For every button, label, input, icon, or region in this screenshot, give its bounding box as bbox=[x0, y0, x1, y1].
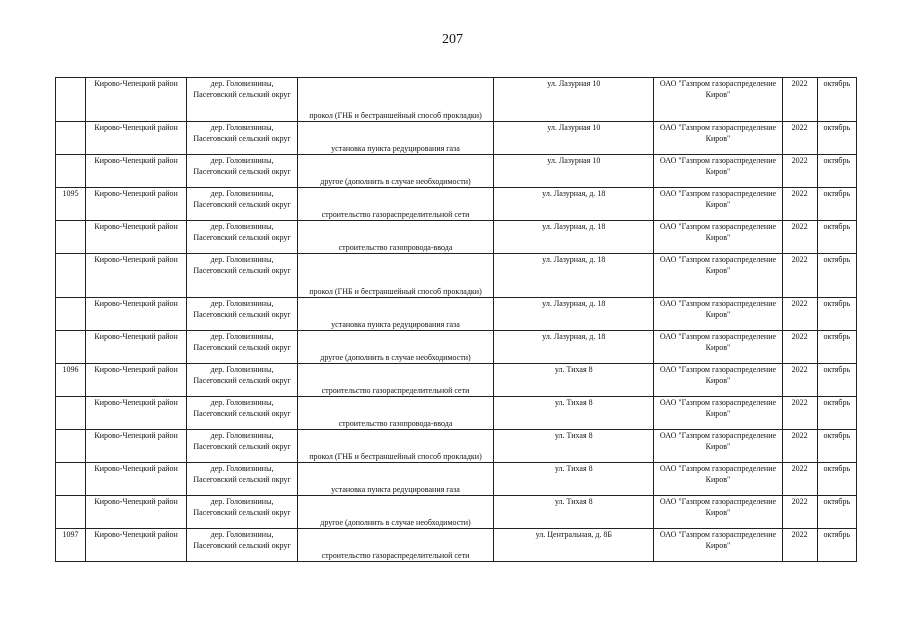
table-row bbox=[56, 122, 857, 155]
row-number-cell bbox=[56, 298, 86, 331]
month-cell bbox=[817, 298, 856, 331]
locality-cell bbox=[187, 529, 298, 562]
district-cell bbox=[85, 155, 186, 188]
address: ул. Тихая 8 bbox=[554, 497, 593, 506]
organization-line-2: Киров" bbox=[705, 409, 731, 418]
address-cell bbox=[494, 122, 654, 155]
table-row bbox=[56, 188, 857, 221]
organization-line-1: ОАО "Газпром газораспределение bbox=[659, 189, 777, 198]
month: октябрь bbox=[823, 530, 851, 539]
address: ул. Тихая 8 bbox=[554, 398, 593, 407]
month-cell bbox=[817, 397, 856, 430]
locality-okrug: Пасеговский сельский округ bbox=[193, 310, 291, 319]
locality-okrug: Пасеговский сельский округ bbox=[193, 475, 291, 484]
work-type-cell bbox=[297, 397, 493, 430]
address: ул. Центральная, д. 8Б bbox=[535, 530, 612, 539]
work-type: строительство газораспределительной сети bbox=[321, 386, 470, 395]
row-number-cell bbox=[56, 221, 86, 254]
work-type-cell bbox=[297, 254, 493, 298]
work-type: установка пункта редуцирования газа bbox=[331, 485, 460, 494]
address: ул. Лазурная, д. 18 bbox=[542, 255, 606, 264]
work-type: другое (дополнить в случае необходимости) bbox=[320, 353, 471, 362]
work-type-cell bbox=[297, 221, 493, 254]
organization-line-2: Киров" bbox=[705, 541, 731, 550]
year-cell bbox=[782, 221, 817, 254]
row-number: 1095 bbox=[62, 189, 79, 198]
organization-cell bbox=[654, 221, 782, 254]
locality-village: дер. Головизнины, bbox=[210, 464, 274, 473]
organization-line-1: ОАО "Газпром газораспределение bbox=[659, 530, 777, 539]
district-cell bbox=[85, 254, 186, 298]
locality-cell bbox=[187, 188, 298, 221]
district: Кирово-Чепецкий район bbox=[94, 398, 178, 407]
month-cell bbox=[817, 331, 856, 364]
month: октябрь bbox=[823, 189, 851, 198]
month-cell bbox=[817, 221, 856, 254]
year-cell bbox=[782, 529, 817, 562]
month: октябрь bbox=[823, 123, 851, 132]
organization-cell bbox=[654, 331, 782, 364]
organization-cell bbox=[654, 430, 782, 463]
work-type-cell bbox=[297, 331, 493, 364]
district-cell bbox=[85, 122, 186, 155]
address-cell bbox=[494, 529, 654, 562]
month-cell bbox=[817, 188, 856, 221]
year: 2022 bbox=[791, 497, 808, 506]
year-cell bbox=[782, 155, 817, 188]
district: Кирово-Чепецкий район bbox=[94, 299, 178, 308]
organization-cell bbox=[654, 529, 782, 562]
work-type-cell bbox=[297, 122, 493, 155]
year: 2022 bbox=[791, 79, 808, 88]
month-cell bbox=[817, 78, 856, 122]
row-number-cell bbox=[56, 496, 86, 529]
month: октябрь bbox=[823, 156, 851, 165]
locality-cell bbox=[187, 331, 298, 364]
organization-cell bbox=[654, 78, 782, 122]
locality-okrug: Пасеговский сельский округ bbox=[193, 200, 291, 209]
locality-cell bbox=[187, 463, 298, 496]
row-number-cell bbox=[56, 430, 86, 463]
locality-cell bbox=[187, 364, 298, 397]
month: октябрь bbox=[823, 299, 851, 308]
organization-line-1: ОАО "Газпром газораспределение bbox=[659, 332, 777, 341]
work-type: прокол (ГНБ и бестраншейный способ прокладки) bbox=[309, 287, 482, 296]
locality-okrug: Пасеговский сельский округ bbox=[193, 233, 291, 242]
locality-cell bbox=[187, 430, 298, 463]
month: октябрь bbox=[823, 222, 851, 231]
address: ул. Тихая 8 bbox=[554, 431, 593, 440]
locality-cell bbox=[187, 155, 298, 188]
year-cell bbox=[782, 331, 817, 364]
locality-okrug: Пасеговский сельский округ bbox=[193, 167, 291, 176]
month-cell bbox=[817, 430, 856, 463]
month: октябрь bbox=[823, 398, 851, 407]
month: октябрь bbox=[823, 497, 851, 506]
locality-okrug: Пасеговский сельский округ bbox=[193, 90, 291, 99]
district-cell bbox=[85, 397, 186, 430]
locality-okrug: Пасеговский сельский округ bbox=[193, 343, 291, 352]
locality-okrug: Пасеговский сельский округ bbox=[193, 541, 291, 550]
organization-cell bbox=[654, 397, 782, 430]
district-cell bbox=[85, 529, 186, 562]
work-type: установка пункта редуцирования газа bbox=[331, 320, 460, 329]
district-cell bbox=[85, 221, 186, 254]
district: Кирово-Чепецкий район bbox=[94, 255, 178, 264]
year-cell bbox=[782, 254, 817, 298]
table-row bbox=[56, 496, 857, 529]
year-cell bbox=[782, 188, 817, 221]
organization-line-2: Киров" bbox=[705, 134, 731, 143]
work-type: строительство газопровода-ввода bbox=[338, 243, 453, 252]
address-cell bbox=[494, 430, 654, 463]
address-cell bbox=[494, 463, 654, 496]
row-number-cell bbox=[56, 397, 86, 430]
locality-cell bbox=[187, 496, 298, 529]
address: ул. Лазурная, д. 18 bbox=[542, 332, 606, 341]
district-cell bbox=[85, 364, 186, 397]
address: ул. Лазурная, д. 18 bbox=[542, 222, 606, 231]
locality-village: дер. Головизнины, bbox=[210, 189, 274, 198]
year-cell bbox=[782, 122, 817, 155]
district: Кирово-Чепецкий район bbox=[94, 497, 178, 506]
month: октябрь bbox=[823, 365, 851, 374]
page-number: 207 bbox=[442, 32, 463, 47]
table-row bbox=[56, 254, 857, 298]
organization-line-1: ОАО "Газпром газораспределение bbox=[659, 299, 777, 308]
address: ул. Тихая 8 bbox=[554, 365, 593, 374]
address-cell bbox=[494, 397, 654, 430]
organization-line-1: ОАО "Газпром газораспределение bbox=[659, 464, 777, 473]
locality-okrug: Пасеговский сельский округ bbox=[193, 134, 291, 143]
locality-village: дер. Головизнины, bbox=[210, 431, 274, 440]
locality-okrug: Пасеговский сельский округ bbox=[193, 376, 291, 385]
row-number: 1096 bbox=[62, 365, 79, 374]
address-cell bbox=[494, 188, 654, 221]
work-type-cell bbox=[297, 529, 493, 562]
table-row bbox=[56, 430, 857, 463]
organization-cell bbox=[654, 463, 782, 496]
district-cell bbox=[85, 430, 186, 463]
district: Кирово-Чепецкий район bbox=[94, 189, 178, 198]
year: 2022 bbox=[791, 530, 808, 539]
row-number-cell bbox=[56, 364, 86, 397]
year: 2022 bbox=[791, 332, 808, 341]
district: Кирово-Чепецкий район bbox=[94, 365, 178, 374]
organization-cell bbox=[654, 155, 782, 188]
registry-table bbox=[55, 77, 857, 562]
year: 2022 bbox=[791, 255, 808, 264]
locality-cell bbox=[187, 254, 298, 298]
locality-village: дер. Головизнины, bbox=[210, 156, 274, 165]
row-number-cell bbox=[56, 122, 86, 155]
month: октябрь bbox=[823, 332, 851, 341]
locality-village: дер. Головизнины, bbox=[210, 398, 274, 407]
month: октябрь bbox=[823, 464, 851, 473]
year: 2022 bbox=[791, 365, 808, 374]
organization-line-2: Киров" bbox=[705, 200, 731, 209]
work-type-cell bbox=[297, 463, 493, 496]
table-row bbox=[56, 364, 857, 397]
organization-cell bbox=[654, 188, 782, 221]
year-cell bbox=[782, 397, 817, 430]
work-type-cell bbox=[297, 188, 493, 221]
organization-line-2: Киров" bbox=[705, 442, 731, 451]
address: ул. Лазурная 10 bbox=[547, 79, 601, 88]
organization-cell bbox=[654, 364, 782, 397]
month-cell bbox=[817, 254, 856, 298]
organization-line-1: ОАО "Газпром газораспределение bbox=[659, 156, 777, 165]
year-cell bbox=[782, 364, 817, 397]
district: Кирово-Чепецкий район bbox=[94, 530, 178, 539]
locality-cell bbox=[187, 221, 298, 254]
year-cell bbox=[782, 496, 817, 529]
locality-okrug: Пасеговский сельский округ bbox=[193, 508, 291, 517]
organization-line-2: Киров" bbox=[705, 343, 731, 352]
row-number-cell bbox=[56, 463, 86, 496]
organization-cell bbox=[654, 496, 782, 529]
month-cell bbox=[817, 122, 856, 155]
district-cell bbox=[85, 78, 186, 122]
table-row bbox=[56, 529, 857, 562]
organization-line-1: ОАО "Газпром газораспределение bbox=[659, 398, 777, 407]
locality-okrug: Пасеговский сельский округ bbox=[193, 442, 291, 451]
month-cell bbox=[817, 364, 856, 397]
locality-cell bbox=[187, 122, 298, 155]
address: ул. Лазурная 10 bbox=[547, 156, 601, 165]
address: ул. Лазурная, д. 18 bbox=[542, 299, 606, 308]
year: 2022 bbox=[791, 299, 808, 308]
district: Кирово-Чепецкий район bbox=[94, 222, 178, 231]
address-cell bbox=[494, 221, 654, 254]
month-cell bbox=[817, 529, 856, 562]
table-row bbox=[56, 298, 857, 331]
row-number: 1097 bbox=[62, 530, 79, 539]
locality-village: дер. Головизнины, bbox=[210, 255, 274, 264]
locality-cell bbox=[187, 78, 298, 122]
year: 2022 bbox=[791, 222, 808, 231]
row-number-cell bbox=[56, 155, 86, 188]
work-type-cell bbox=[297, 155, 493, 188]
district-cell bbox=[85, 331, 186, 364]
year: 2022 bbox=[791, 431, 808, 440]
organization-cell bbox=[654, 122, 782, 155]
locality-cell bbox=[187, 298, 298, 331]
locality-village: дер. Головизнины, bbox=[210, 299, 274, 308]
table-row bbox=[56, 155, 857, 188]
locality-cell bbox=[187, 397, 298, 430]
address-cell bbox=[494, 254, 654, 298]
organization-line-2: Киров" bbox=[705, 508, 731, 517]
address-cell bbox=[494, 496, 654, 529]
row-number-cell bbox=[56, 188, 86, 221]
address: ул. Лазурная 10 bbox=[547, 123, 601, 132]
organization-line-1: ОАО "Газпром газораспределение bbox=[659, 123, 777, 132]
month-cell bbox=[817, 155, 856, 188]
locality-village: дер. Головизнины, bbox=[210, 79, 274, 88]
organization-line-1: ОАО "Газпром газораспределение bbox=[659, 431, 777, 440]
organization-line-1: ОАО "Газпром газораспределение bbox=[659, 497, 777, 506]
month: октябрь bbox=[823, 255, 851, 264]
locality-village: дер. Головизнины, bbox=[210, 530, 274, 539]
year: 2022 bbox=[791, 189, 808, 198]
district-cell bbox=[85, 298, 186, 331]
address-cell bbox=[494, 298, 654, 331]
year-cell bbox=[782, 430, 817, 463]
district: Кирово-Чепецкий район bbox=[94, 79, 178, 88]
organization-line-2: Киров" bbox=[705, 376, 731, 385]
district: Кирово-Чепецкий район bbox=[94, 431, 178, 440]
row-number-cell bbox=[56, 78, 86, 122]
organization-line-1: ОАО "Газпром газораспределение bbox=[659, 79, 777, 88]
address-cell bbox=[494, 155, 654, 188]
address: ул. Тихая 8 bbox=[554, 464, 593, 473]
organization-line-2: Киров" bbox=[705, 266, 731, 275]
work-type: строительство газораспределительной сети bbox=[321, 551, 470, 560]
locality-village: дер. Головизнины, bbox=[210, 497, 274, 506]
district-cell bbox=[85, 463, 186, 496]
district: Кирово-Чепецкий район bbox=[94, 464, 178, 473]
locality-village: дер. Головизнины, bbox=[210, 365, 274, 374]
organization-cell bbox=[654, 298, 782, 331]
work-type-cell bbox=[297, 496, 493, 529]
work-type-cell bbox=[297, 430, 493, 463]
address-cell bbox=[494, 331, 654, 364]
locality-village: дер. Головизнины, bbox=[210, 332, 274, 341]
work-type: прокол (ГНБ и бестраншейный способ прокладки) bbox=[309, 452, 482, 461]
row-number-cell bbox=[56, 331, 86, 364]
locality-okrug: Пасеговский сельский округ bbox=[193, 409, 291, 418]
registry-rows bbox=[56, 78, 857, 562]
table-row bbox=[56, 331, 857, 364]
year: 2022 bbox=[791, 464, 808, 473]
organization-line-1: ОАО "Газпром газораспределение bbox=[659, 222, 777, 231]
month-cell bbox=[817, 496, 856, 529]
year: 2022 bbox=[791, 398, 808, 407]
month-cell bbox=[817, 463, 856, 496]
district-cell bbox=[85, 188, 186, 221]
month: октябрь bbox=[823, 431, 851, 440]
year-cell bbox=[782, 463, 817, 496]
locality-village: дер. Головизнины, bbox=[210, 222, 274, 231]
row-number-cell bbox=[56, 529, 86, 562]
organization-line-2: Киров" bbox=[705, 233, 731, 242]
organization-line-1: ОАО "Газпром газораспределение bbox=[659, 255, 777, 264]
year: 2022 bbox=[791, 123, 808, 132]
table-row bbox=[56, 463, 857, 496]
work-type: другое (дополнить в случае необходимости) bbox=[320, 177, 471, 186]
work-type: строительство газопровода-ввода bbox=[338, 419, 453, 428]
month: октябрь bbox=[823, 79, 851, 88]
organization-cell bbox=[654, 254, 782, 298]
work-type: установка пункта редуцирования газа bbox=[331, 144, 460, 153]
address: ул. Лазурная, д. 18 bbox=[542, 189, 606, 198]
table-row bbox=[56, 78, 857, 122]
organization-line-2: Киров" bbox=[705, 475, 731, 484]
locality-village: дер. Головизнины, bbox=[210, 123, 274, 132]
work-type: прокол (ГНБ и бестраншейный способ прокладки) bbox=[309, 111, 482, 120]
organization-line-2: Киров" bbox=[705, 167, 731, 176]
address-cell bbox=[494, 78, 654, 122]
district-cell bbox=[85, 496, 186, 529]
district: Кирово-Чепецкий район bbox=[94, 156, 178, 165]
work-type-cell bbox=[297, 78, 493, 122]
district: Кирово-Чепецкий район bbox=[94, 332, 178, 341]
work-type: другое (дополнить в случае необходимости) bbox=[320, 518, 471, 527]
address-cell bbox=[494, 364, 654, 397]
year-cell bbox=[782, 78, 817, 122]
work-type: строительство газораспределительной сети bbox=[321, 210, 470, 219]
row-number-cell bbox=[56, 254, 86, 298]
year-cell bbox=[782, 298, 817, 331]
year: 2022 bbox=[791, 156, 808, 165]
district: Кирово-Чепецкий район bbox=[94, 123, 178, 132]
work-type-cell bbox=[297, 364, 493, 397]
organization-line-1: ОАО "Газпром газораспределение bbox=[659, 365, 777, 374]
table-row bbox=[56, 221, 857, 254]
locality-okrug: Пасеговский сельский округ bbox=[193, 266, 291, 275]
organization-line-2: Киров" bbox=[705, 90, 731, 99]
organization-line-2: Киров" bbox=[705, 310, 731, 319]
work-type-cell bbox=[297, 298, 493, 331]
table-row bbox=[56, 397, 857, 430]
